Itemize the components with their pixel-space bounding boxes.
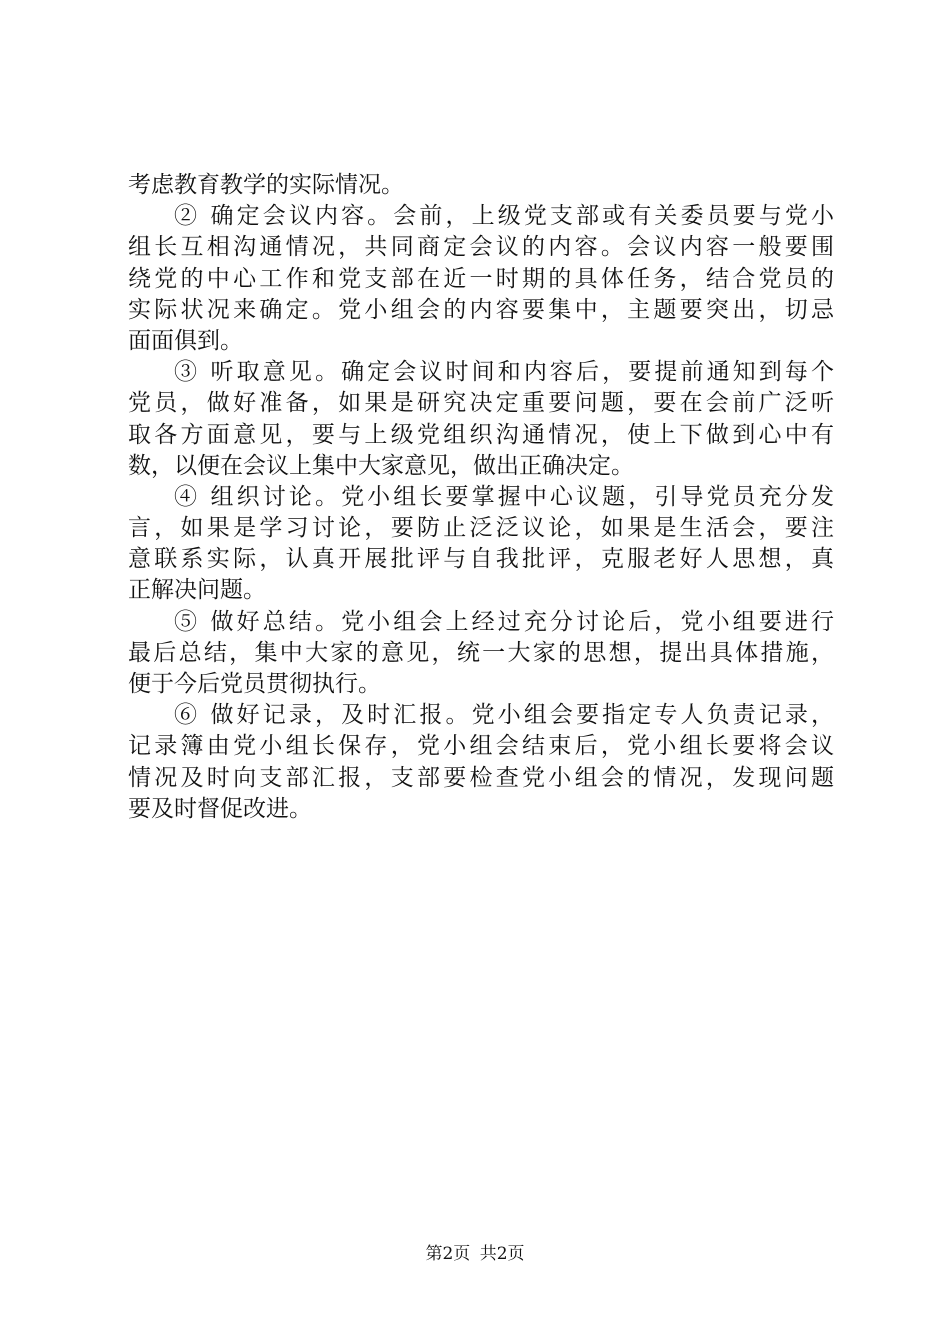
page-number: 第2页: [425, 1244, 471, 1264]
body-line: 数，以便在会议上集中大家意见，做出正确决定。: [128, 452, 634, 479]
body-line: 绕党的中心工作和党支部在近一时期的具体任务，结合党员的: [128, 265, 834, 292]
body-line: 要及时督促改进。: [128, 795, 312, 822]
body-line: 取各方面意见，要与上级党组织沟通情况，使上下做到心中有: [128, 421, 834, 448]
body-line: ⑥ 做好记录，及时汇报。党小组会要指定专人负责记录，: [174, 702, 834, 729]
body-line: ② 确定会议内容。会前，上级党支部或有关委员要与党小: [174, 203, 834, 230]
body-line: ③ 听取意见。确定会议时间和内容后，要提前通知到每个: [174, 359, 834, 386]
body-line: 正解决问题。: [128, 577, 266, 604]
body-line: 言，如果是学习讨论，要防止泛泛议论，如果是生活会，要注: [128, 515, 834, 542]
body-line: 最后总结，集中大家的意见，统一大家的思想，提出具体措施，: [128, 639, 834, 666]
body-line: ④ 组织讨论。党小组长要掌握中心议题，引导党员充分发: [174, 483, 834, 510]
body-line: 意联系实际，认真开展批评与自我批评，克服老好人思想，真: [128, 546, 834, 573]
body-line: 组长互相沟通情况，共同商定会议的内容。会议内容一般要围: [128, 234, 834, 261]
body-line: ⑤ 做好总结。党小组会上经过充分讨论后，党小组要进行: [174, 608, 834, 635]
document-body: [128, 170, 834, 825]
body-line: 记录簿由党小组长保存，党小组会结束后，党小组长要将会议: [128, 733, 834, 760]
body-line: 实际状况来确定。党小组会的内容要集中，主题要突出，切忌: [128, 296, 834, 323]
page-footer: [0, 1243, 950, 1265]
page-total: 共2页: [479, 1244, 525, 1264]
body-line: 便于今后党员贯彻执行。: [128, 671, 381, 697]
body-line: 面面俱到。: [128, 327, 243, 354]
body-line: 情况及时向支部汇报，支部要检查党小组会的情况，发现问题: [128, 764, 834, 791]
body-line: 党员，做好准备，如果是研究决定重要问题，要在会前广泛听: [128, 390, 834, 417]
body-line: 考虑教育教学的实际情况。: [128, 172, 404, 198]
